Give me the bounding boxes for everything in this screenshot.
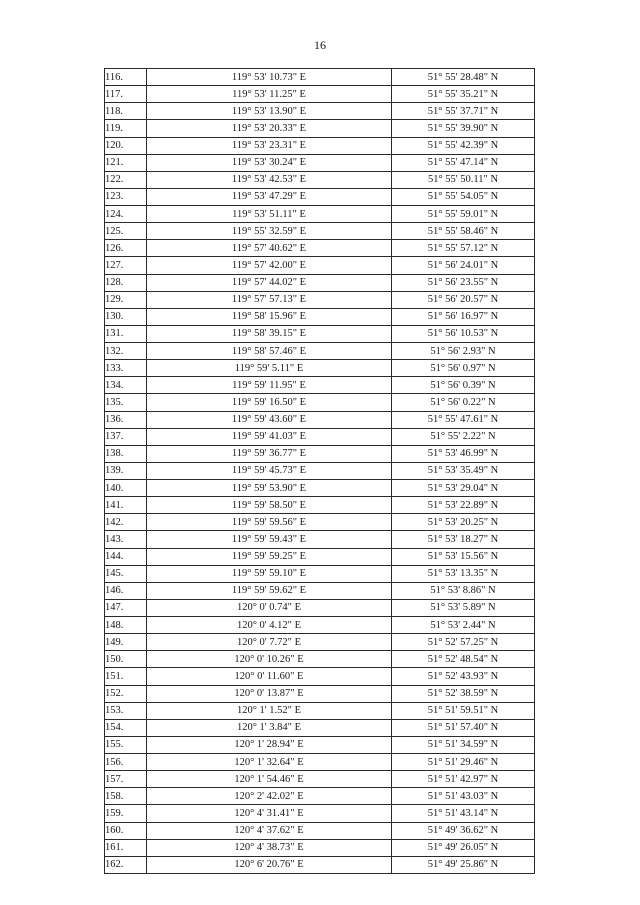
table-row [105, 257, 535, 274]
coordinates-table-body [105, 69, 535, 874]
table-row [105, 240, 535, 257]
longitude-cell: 120° 0' 4.12" E [147, 617, 392, 634]
point-number-cell: 117. [105, 86, 147, 103]
point-number-cell: 144. [105, 548, 147, 565]
longitude-cell: 119° 53' 30.24" E [147, 154, 392, 171]
table-row [105, 103, 535, 120]
point-number-cell: 150. [105, 651, 147, 668]
point-number-cell: 156. [105, 754, 147, 771]
latitude-cell: 51° 53' 46.99" N [392, 445, 535, 462]
table-row [105, 86, 535, 103]
table-row [105, 582, 535, 599]
point-number-cell: 134. [105, 377, 147, 394]
table-row [105, 822, 535, 839]
point-number-cell: 122. [105, 171, 147, 188]
point-number-cell: 152. [105, 685, 147, 702]
point-number-cell: 140. [105, 480, 147, 497]
latitude-cell: 51° 53' 2.44" N [392, 617, 535, 634]
latitude-cell: 51° 55' 57.12" N [392, 240, 535, 257]
table-row [105, 343, 535, 360]
latitude-cell: 51° 55' 39.90" N [392, 120, 535, 137]
longitude-cell: 120° 0' 13.87" E [147, 685, 392, 702]
latitude-cell: 51° 55' 2.22" N [392, 428, 535, 445]
table-row [105, 171, 535, 188]
longitude-cell: 120° 0' 7.72" E [147, 634, 392, 651]
longitude-cell: 119° 59' 43.60" E [147, 411, 392, 428]
point-number-cell: 151. [105, 668, 147, 685]
longitude-cell: 119° 53' 51.11" E [147, 206, 392, 223]
longitude-cell: 119° 58' 39.15" E [147, 325, 392, 342]
latitude-cell: 51° 55' 42.39" N [392, 137, 535, 154]
table-row [105, 668, 535, 685]
latitude-cell: 51° 56' 20.57" N [392, 291, 535, 308]
longitude-cell: 119° 59' 41.03" E [147, 428, 392, 445]
point-number-cell: 123. [105, 188, 147, 205]
point-number-cell: 142. [105, 514, 147, 531]
latitude-cell: 51° 52' 43.93" N [392, 668, 535, 685]
table-row [105, 137, 535, 154]
longitude-cell: 119° 59' 16.50" E [147, 394, 392, 411]
latitude-cell: 51° 53' 8.86" N [392, 582, 535, 599]
table-row [105, 651, 535, 668]
longitude-cell: 120° 0' 11.60" E [147, 668, 392, 685]
longitude-cell: 120° 1' 54.46" E [147, 771, 392, 788]
longitude-cell: 119° 55' 32.59" E [147, 223, 392, 240]
table-row [105, 754, 535, 771]
table-row [105, 154, 535, 171]
table-row [105, 514, 535, 531]
longitude-cell: 119° 57' 44.02" E [147, 274, 392, 291]
longitude-cell: 119° 53' 23.31" E [147, 137, 392, 154]
point-number-cell: 135. [105, 394, 147, 411]
table-row [105, 480, 535, 497]
latitude-cell: 51° 56' 24.01" N [392, 257, 535, 274]
table-row [105, 805, 535, 822]
point-number-cell: 124. [105, 206, 147, 223]
longitude-cell: 120° 1' 1.52" E [147, 702, 392, 719]
table-row [105, 188, 535, 205]
longitude-cell: 119° 53' 20.33" E [147, 120, 392, 137]
table-row [105, 685, 535, 702]
point-number-cell: 161. [105, 839, 147, 856]
longitude-cell: 120° 4' 37.62" E [147, 822, 392, 839]
longitude-cell: 119° 53' 42.53" E [147, 171, 392, 188]
latitude-cell: 51° 55' 35.21" N [392, 86, 535, 103]
longitude-cell: 119° 59' 59.43" E [147, 531, 392, 548]
table-row [105, 771, 535, 788]
point-number-cell: 145. [105, 565, 147, 582]
point-number-cell: 119. [105, 120, 147, 137]
table-row [105, 445, 535, 462]
latitude-cell: 51° 55' 47.14" N [392, 154, 535, 171]
table-row [105, 719, 535, 736]
table-row [105, 411, 535, 428]
longitude-cell: 119° 58' 15.96" E [147, 308, 392, 325]
latitude-cell: 51° 55' 59.01" N [392, 206, 535, 223]
table-row [105, 702, 535, 719]
latitude-cell: 51° 56' 2.93" N [392, 343, 535, 360]
latitude-cell: 51° 53' 35.49" N [392, 462, 535, 479]
point-number-cell: 137. [105, 428, 147, 445]
latitude-cell: 51° 51' 43.03" N [392, 788, 535, 805]
page-number: 16 [314, 38, 326, 52]
point-number-cell: 154. [105, 719, 147, 736]
longitude-cell: 120° 2' 42.02" E [147, 788, 392, 805]
table-row [105, 497, 535, 514]
longitude-cell: 119° 53' 11.25" E [147, 86, 392, 103]
latitude-cell: 51° 52' 57.25" N [392, 634, 535, 651]
point-number-cell: 129. [105, 291, 147, 308]
latitude-cell: 51° 55' 47.61" N [392, 411, 535, 428]
longitude-cell: 120° 4' 38.73" E [147, 839, 392, 856]
longitude-cell: 119° 57' 40.62" E [147, 240, 392, 257]
point-number-cell: 132. [105, 343, 147, 360]
longitude-cell: 119° 59' 53.90" E [147, 480, 392, 497]
table-row [105, 69, 535, 86]
point-number-cell: 155. [105, 736, 147, 753]
point-number-cell: 126. [105, 240, 147, 257]
table-row [105, 839, 535, 856]
latitude-cell: 51° 55' 50.11" N [392, 171, 535, 188]
latitude-cell: 51° 51' 34.59" N [392, 736, 535, 753]
latitude-cell: 51° 51' 42.97" N [392, 771, 535, 788]
latitude-cell: 51° 55' 28.48" N [392, 69, 535, 86]
point-number-cell: 146. [105, 582, 147, 599]
table-row [105, 291, 535, 308]
longitude-cell: 119° 59' 59.62" E [147, 582, 392, 599]
table-row [105, 856, 535, 873]
latitude-cell: 51° 49' 26.05" N [392, 839, 535, 856]
latitude-cell: 51° 49' 25.86" N [392, 856, 535, 873]
longitude-cell: 120° 0' 0.74" E [147, 599, 392, 616]
table-row [105, 548, 535, 565]
table-row [105, 325, 535, 342]
latitude-cell: 51° 56' 0.97" N [392, 360, 535, 377]
longitude-cell: 119° 53' 13.90" E [147, 103, 392, 120]
latitude-cell: 51° 56' 16.97" N [392, 308, 535, 325]
point-number-cell: 136. [105, 411, 147, 428]
point-number-cell: 128. [105, 274, 147, 291]
longitude-cell: 119° 53' 47.29" E [147, 188, 392, 205]
point-number-cell: 160. [105, 822, 147, 839]
point-number-cell: 120. [105, 137, 147, 154]
table-row [105, 634, 535, 651]
latitude-cell: 51° 51' 57.40" N [392, 719, 535, 736]
latitude-cell: 51° 53' 18.27" N [392, 531, 535, 548]
point-number-cell: 133. [105, 360, 147, 377]
latitude-cell: 51° 49' 36.62" N [392, 822, 535, 839]
longitude-cell: 120° 6' 20.76" E [147, 856, 392, 873]
point-number-cell: 130. [105, 308, 147, 325]
longitude-cell: 119° 59' 36.77" E [147, 445, 392, 462]
longitude-cell: 119° 59' 59.10" E [147, 565, 392, 582]
longitude-cell: 119° 59' 58.50" E [147, 497, 392, 514]
table-row [105, 565, 535, 582]
longitude-cell: 119° 58' 57.46" E [147, 343, 392, 360]
table-row [105, 120, 535, 137]
longitude-cell: 120° 0' 10.26" E [147, 651, 392, 668]
longitude-cell: 120° 1' 32.64" E [147, 754, 392, 771]
point-number-cell: 159. [105, 805, 147, 822]
latitude-cell: 51° 53' 29.04" N [392, 480, 535, 497]
coordinates-table [104, 68, 535, 874]
table-row [105, 274, 535, 291]
table-row [105, 394, 535, 411]
latitude-cell: 51° 53' 5.89" N [392, 599, 535, 616]
point-number-cell: 121. [105, 154, 147, 171]
point-number-cell: 162. [105, 856, 147, 873]
latitude-cell: 51° 51' 59.51" N [392, 702, 535, 719]
table-row [105, 206, 535, 223]
point-number-cell: 116. [105, 69, 147, 86]
longitude-cell: 119° 53' 10.73" E [147, 69, 392, 86]
table-row [105, 377, 535, 394]
latitude-cell: 51° 56' 0.22" N [392, 394, 535, 411]
latitude-cell: 51° 52' 48.54" N [392, 651, 535, 668]
longitude-cell: 119° 57' 42.00" E [147, 257, 392, 274]
latitude-cell: 51° 52' 38.59" N [392, 685, 535, 702]
point-number-cell: 139. [105, 462, 147, 479]
point-number-cell: 143. [105, 531, 147, 548]
latitude-cell: 51° 55' 58.46" N [392, 223, 535, 240]
point-number-cell: 125. [105, 223, 147, 240]
point-number-cell: 127. [105, 257, 147, 274]
longitude-cell: 119° 57' 57.13" E [147, 291, 392, 308]
table-row [105, 736, 535, 753]
point-number-cell: 141. [105, 497, 147, 514]
latitude-cell: 51° 55' 54.05" N [392, 188, 535, 205]
longitude-cell: 119° 59' 45.73" E [147, 462, 392, 479]
table-row [105, 360, 535, 377]
latitude-cell: 51° 51' 43.14" N [392, 805, 535, 822]
longitude-cell: 119° 59' 59.56" E [147, 514, 392, 531]
table-row [105, 223, 535, 240]
point-number-cell: 148. [105, 617, 147, 634]
point-number-cell: 138. [105, 445, 147, 462]
longitude-cell: 120° 4' 31.41" E [147, 805, 392, 822]
point-number-cell: 118. [105, 103, 147, 120]
table-row [105, 788, 535, 805]
latitude-cell: 51° 53' 20.25" N [392, 514, 535, 531]
point-number-cell: 149. [105, 634, 147, 651]
table-row [105, 462, 535, 479]
longitude-cell: 119° 59' 11.95" E [147, 377, 392, 394]
longitude-cell: 120° 1' 3.84" E [147, 719, 392, 736]
table-row [105, 308, 535, 325]
point-number-cell: 158. [105, 788, 147, 805]
longitude-cell: 120° 1' 28.94" E [147, 736, 392, 753]
point-number-cell: 153. [105, 702, 147, 719]
point-number-cell: 157. [105, 771, 147, 788]
latitude-cell: 51° 55' 37.71" N [392, 103, 535, 120]
latitude-cell: 51° 56' 10.53" N [392, 325, 535, 342]
latitude-cell: 51° 51' 29.46" N [392, 754, 535, 771]
point-number-cell: 147. [105, 599, 147, 616]
table-row [105, 599, 535, 616]
latitude-cell: 51° 53' 22.89" N [392, 497, 535, 514]
table-row [105, 617, 535, 634]
longitude-cell: 119° 59' 59.25" E [147, 548, 392, 565]
latitude-cell: 51° 56' 0.39" N [392, 377, 535, 394]
latitude-cell: 51° 53' 15.56" N [392, 548, 535, 565]
table-row [105, 428, 535, 445]
table-row [105, 531, 535, 548]
point-number-cell: 131. [105, 325, 147, 342]
longitude-cell: 119° 59' 5.11" E [147, 360, 392, 377]
latitude-cell: 51° 56' 23.55" N [392, 274, 535, 291]
latitude-cell: 51° 53' 13.35" N [392, 565, 535, 582]
